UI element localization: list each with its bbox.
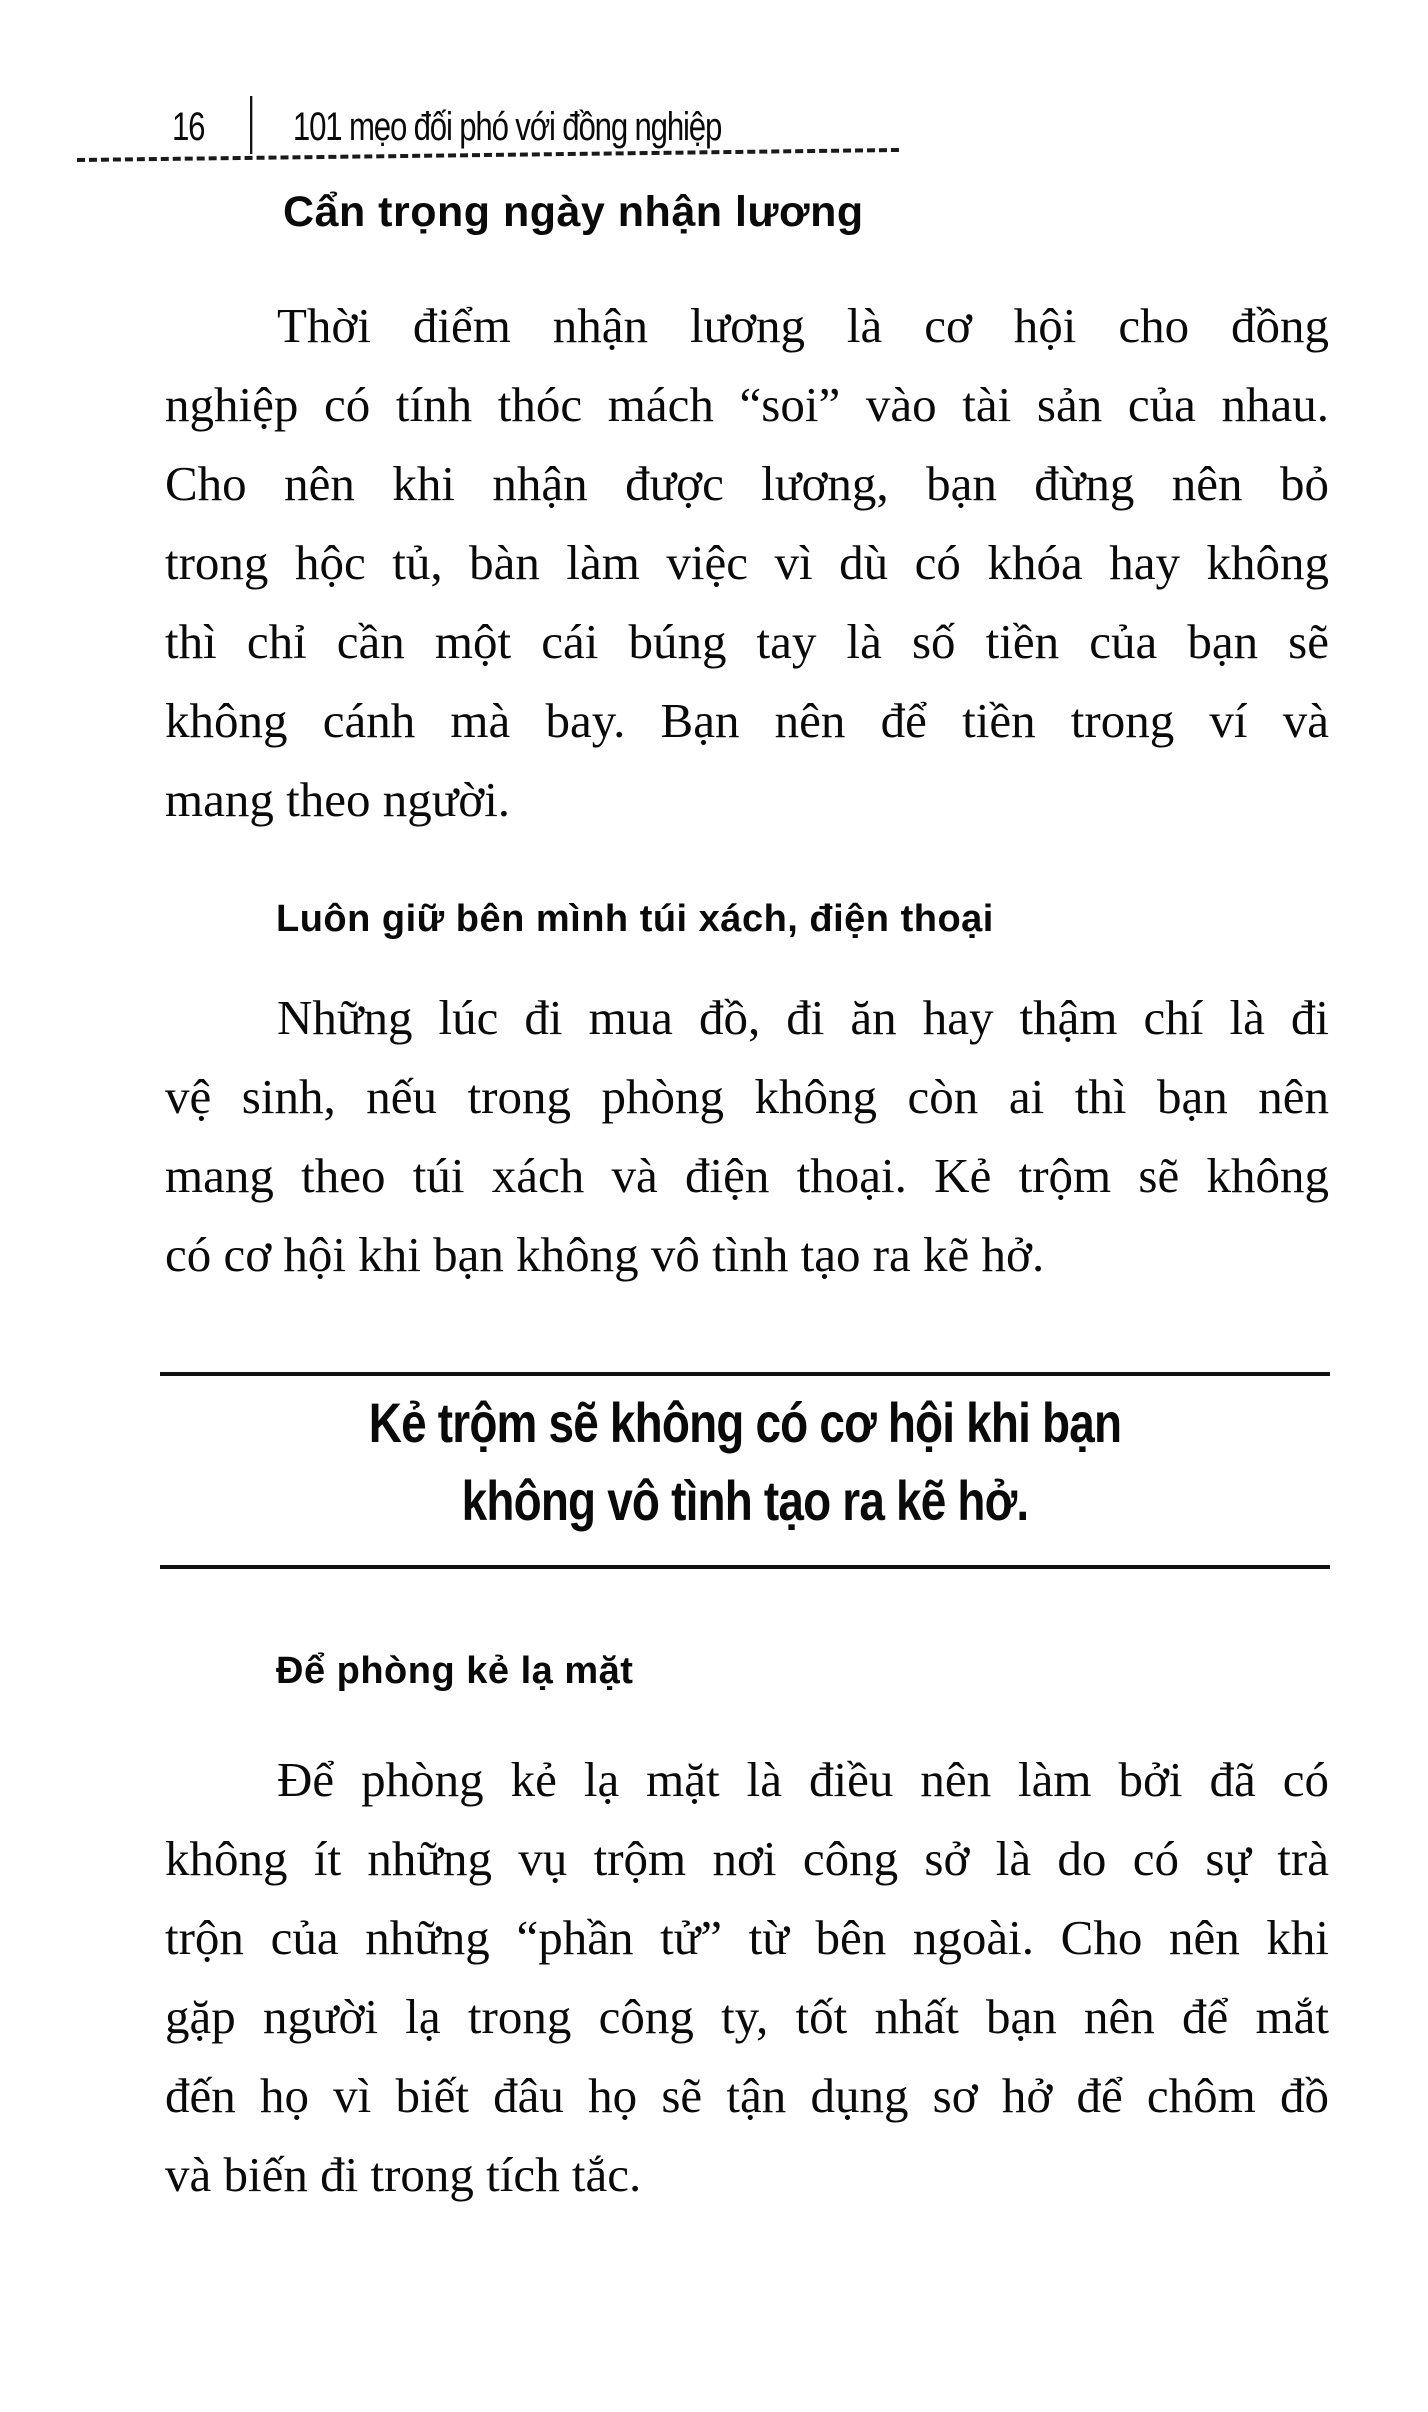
pull-quote-bottom-rule — [160, 1565, 1330, 1569]
paragraph-line: Những lúc đi mua đồ, đi ăn hay thậm chí là đi — [277, 990, 1329, 1045]
paragraph-line: trong hộc tủ, bàn làm việc vì dù có khóa hay không — [165, 535, 1329, 590]
paragraph-line: gặp người lạ trong công ty, tốt nhất bạn nên để mắt — [165, 1989, 1329, 2044]
section-heading-keep-bag: Luôn giữ bên mình túi xách, điện thoại — [276, 898, 994, 940]
section-paragraph-strangers — [165, 1740, 1329, 2214]
pull-quote-line: không vô tình tạo ra kẽ hở. — [461, 1469, 1029, 1532]
paragraph-line: Thời điểm nhận lương là cơ hội cho đồng — [277, 298, 1329, 353]
paragraph-line: không cánh mà bay. Bạn nên để tiền trong ví và — [165, 693, 1329, 748]
paragraph-line: nghiệp có tính thóc mách “soi” vào tài sản của nhau. — [165, 377, 1329, 432]
section-paragraph-payday — [165, 286, 1329, 839]
paragraph-line: mang theo túi xách và điện thoại. Kẻ trộm sẽ không — [165, 1148, 1329, 1203]
section-heading-strangers: Để phòng kẻ lạ mặt — [276, 1650, 634, 1692]
paragraph-line: thì chỉ cần một cái búng tay là số tiền của bạn sẽ — [165, 614, 1329, 669]
paragraph-line: Cho nên khi nhận được lương, bạn đừng nên bỏ — [165, 456, 1329, 511]
paragraph-line: không ít những vụ trộm nơi công sở là do có sự trà — [165, 1831, 1329, 1886]
section-paragraph-keep-bag — [165, 978, 1329, 1294]
paragraph-line: có cơ hội khi bạn không vô tình tạo ra kẽ hở. — [165, 1227, 1045, 1282]
paragraph-line: mang theo người. — [165, 772, 511, 827]
paragraph-line: và biến đi trong tích tắc. — [165, 2147, 642, 2202]
section-heading-payday: Cẩn trọng ngày nhận lương — [283, 188, 864, 236]
pull-quote — [160, 1384, 1330, 1540]
header-separator — [250, 96, 252, 154]
paragraph-line: đến họ vì biết đâu họ sẽ tận dụng sơ hở để chôm đồ — [165, 2068, 1329, 2123]
page-number: 16 — [172, 105, 205, 149]
pull-quote-top-rule — [160, 1372, 1330, 1376]
paragraph-line: Để phòng kẻ lạ mặt là điều nên làm bởi đã có — [277, 1752, 1329, 1807]
pull-quote-line: Kẻ trộm sẽ không có cơ hội khi bạn — [368, 1391, 1122, 1454]
paragraph-line: vệ sinh, nếu trong phòng không còn ai thì bạn nên — [165, 1069, 1329, 1124]
book-title: 101 mẹo đối phó với đồng nghiệp — [292, 105, 722, 149]
paragraph-line: trộn của những “phần tử” từ bên ngoài. Cho nên khi — [165, 1910, 1329, 1965]
